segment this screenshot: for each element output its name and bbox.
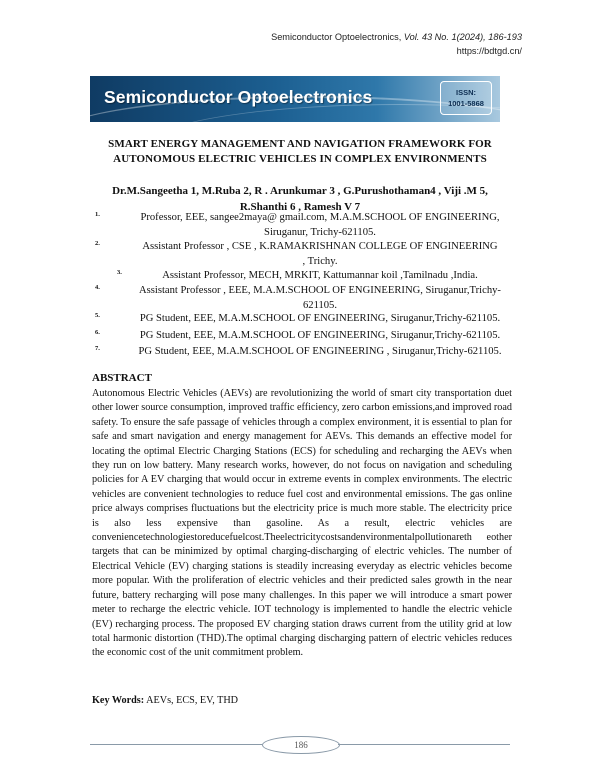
abstract-body: Autonomous Electric Vehicles (AEVs) are revolutionizing the world of smart city transportation duet other lower source consumption, improved traffic efficiency, zero carbon emissions,and improved road safety. To ensure the safe passage of vehicles through a complex environment, it is essential to plan for safe and smart navigation and energy management for AEVs. This demands an effective model for locating the optimal Electric Charging Stations (ECS) for scheduling and recharging the AEVs when they run on low battery. Many research works, however, do not focus on navigation and scheduling policies for A EV charging that would occur in extreme events in complex environments. The electric vehicles are convenient technologies to reduce fuel cost and environmental emissions. The gas online price always comprises fluctuations but the electricity price is much more stable. The electricity price is also less expensive than gasoline. As a result, electric vehicles are conveniencetechnologiestoreducefuelcost.Theelectricitycostsandenvironmentalpollutionareth eother targets that can be minimized by optimal charging-discharging of electric vehicles. The number of Electrical Vehicle (EV) charging stations is steadily increasing everyday as electric vehicles become more popular. With the proliferation of electric vehicles and their predicted sales growth in the near future, battery recharging will pose many challenges. In this paper we will introduce a smart power meter to recharge the electric vehicle. IOT technology is implemented to handle the electric vehicle (EV) recharging process. The proposed EV charging station draws current from the utility grid at low total harmonic distortion (THD).The optimal charging discharging pattern of electric vehicles reduces the economic cost of the unit commitment problem. bbox=[92, 388, 512, 659]
keywords bbox=[92, 695, 238, 706]
affiliation-7 bbox=[95, 344, 520, 359]
keywords-label: Key Words: bbox=[92, 695, 145, 706]
paper-title bbox=[90, 137, 510, 167]
affiliation-2 bbox=[95, 239, 520, 269]
authors-line-1: Dr.M.Sangeetha 1, M.Ruba 2, R . Arunkumar 3 , G.Purushothaman4 , Viji .M 5, bbox=[112, 185, 488, 197]
affiliation-line: 621105. bbox=[302, 300, 338, 311]
journal-header bbox=[271, 30, 522, 58]
affiliation-1 bbox=[95, 210, 520, 240]
affiliation-3 bbox=[117, 268, 520, 283]
paper-title-line-2: AUTONOMOUS ELECTRIC VEHICLES IN COMPLEX ENVIRONMENTS bbox=[113, 153, 487, 165]
footer-rule-right bbox=[338, 744, 510, 745]
affiliation-5 bbox=[95, 311, 520, 326]
authors-line-2: R.Shanthi 6 , Ramesh V 7 bbox=[239, 201, 361, 213]
affiliation-number: 2. bbox=[95, 240, 100, 247]
affiliation-6 bbox=[95, 328, 520, 343]
abstract-heading: ABSTRACT bbox=[92, 372, 152, 384]
affiliation-number: 7. bbox=[95, 345, 100, 352]
affiliation-number: 3. bbox=[117, 269, 122, 276]
footer-rule-left bbox=[90, 744, 262, 745]
journal-url[interactable]: https://bdtgd.cn/ bbox=[456, 46, 522, 56]
affiliation-number: 4. bbox=[95, 284, 100, 291]
banner-title: Semiconductor Optoelectronics bbox=[104, 87, 373, 107]
issn-value: 1001-5868 bbox=[448, 99, 484, 108]
affiliation-line: Assistant Professor , CSE , K.RAMAKRISHNAN COLLEGE OF ENGINEERING bbox=[142, 241, 498, 252]
affiliation-line: Assistant Professor, MECH, MRKIT, Kattumannar koil ,Tamilnadu ,India. bbox=[162, 270, 478, 281]
affiliation-line: Siruganur, Trichy-621105. bbox=[264, 227, 376, 238]
issn-badge bbox=[440, 81, 492, 115]
keywords-value: AEVs, ECS, EV, THD bbox=[146, 695, 239, 706]
journal-citation bbox=[271, 30, 522, 44]
affiliation-number: 6. bbox=[95, 329, 100, 336]
affiliation-line: Assistant Professor , EEE, M.A.M.SCHOOL OF ENGINEERING, Siruganur,Trichy- bbox=[139, 285, 501, 296]
affiliation-line: PG Student, EEE, M.A.M.SCHOOL OF ENGINEERING, Siruganur,Trichy-621105. bbox=[139, 313, 501, 324]
journal-name: Semiconductor Optoelectronics, bbox=[271, 32, 402, 42]
journal-volume: Vol. 43 No. 1(2024), 186-193 bbox=[403, 32, 522, 42]
issn-label: ISSN: bbox=[455, 88, 476, 97]
affiliation-number: 1. bbox=[95, 211, 100, 218]
affiliation-line: Professor, EEE, sangee2maya@ gmail.com, M.A.M.SCHOOL OF ENGINEERING, bbox=[140, 212, 500, 223]
paper-title-line-1: SMART ENERGY MANAGEMENT AND NAVIGATION FRAMEWORK FOR bbox=[108, 138, 492, 150]
affiliation-line: PG Student, EEE, M.A.M.SCHOOL OF ENGINEERING, Siruganur,Trichy-621105. bbox=[139, 330, 501, 341]
affiliation-line: PG Student, EEE, M.A.M.SCHOOL OF ENGINEERING , Siruganur,Trichy-621105. bbox=[138, 346, 502, 357]
affiliation-number: 5. bbox=[95, 312, 100, 319]
affiliation-4 bbox=[95, 283, 520, 313]
page-number: 186 bbox=[262, 736, 340, 754]
journal-banner bbox=[90, 76, 500, 122]
affiliation-line: , Trichy. bbox=[302, 256, 338, 267]
